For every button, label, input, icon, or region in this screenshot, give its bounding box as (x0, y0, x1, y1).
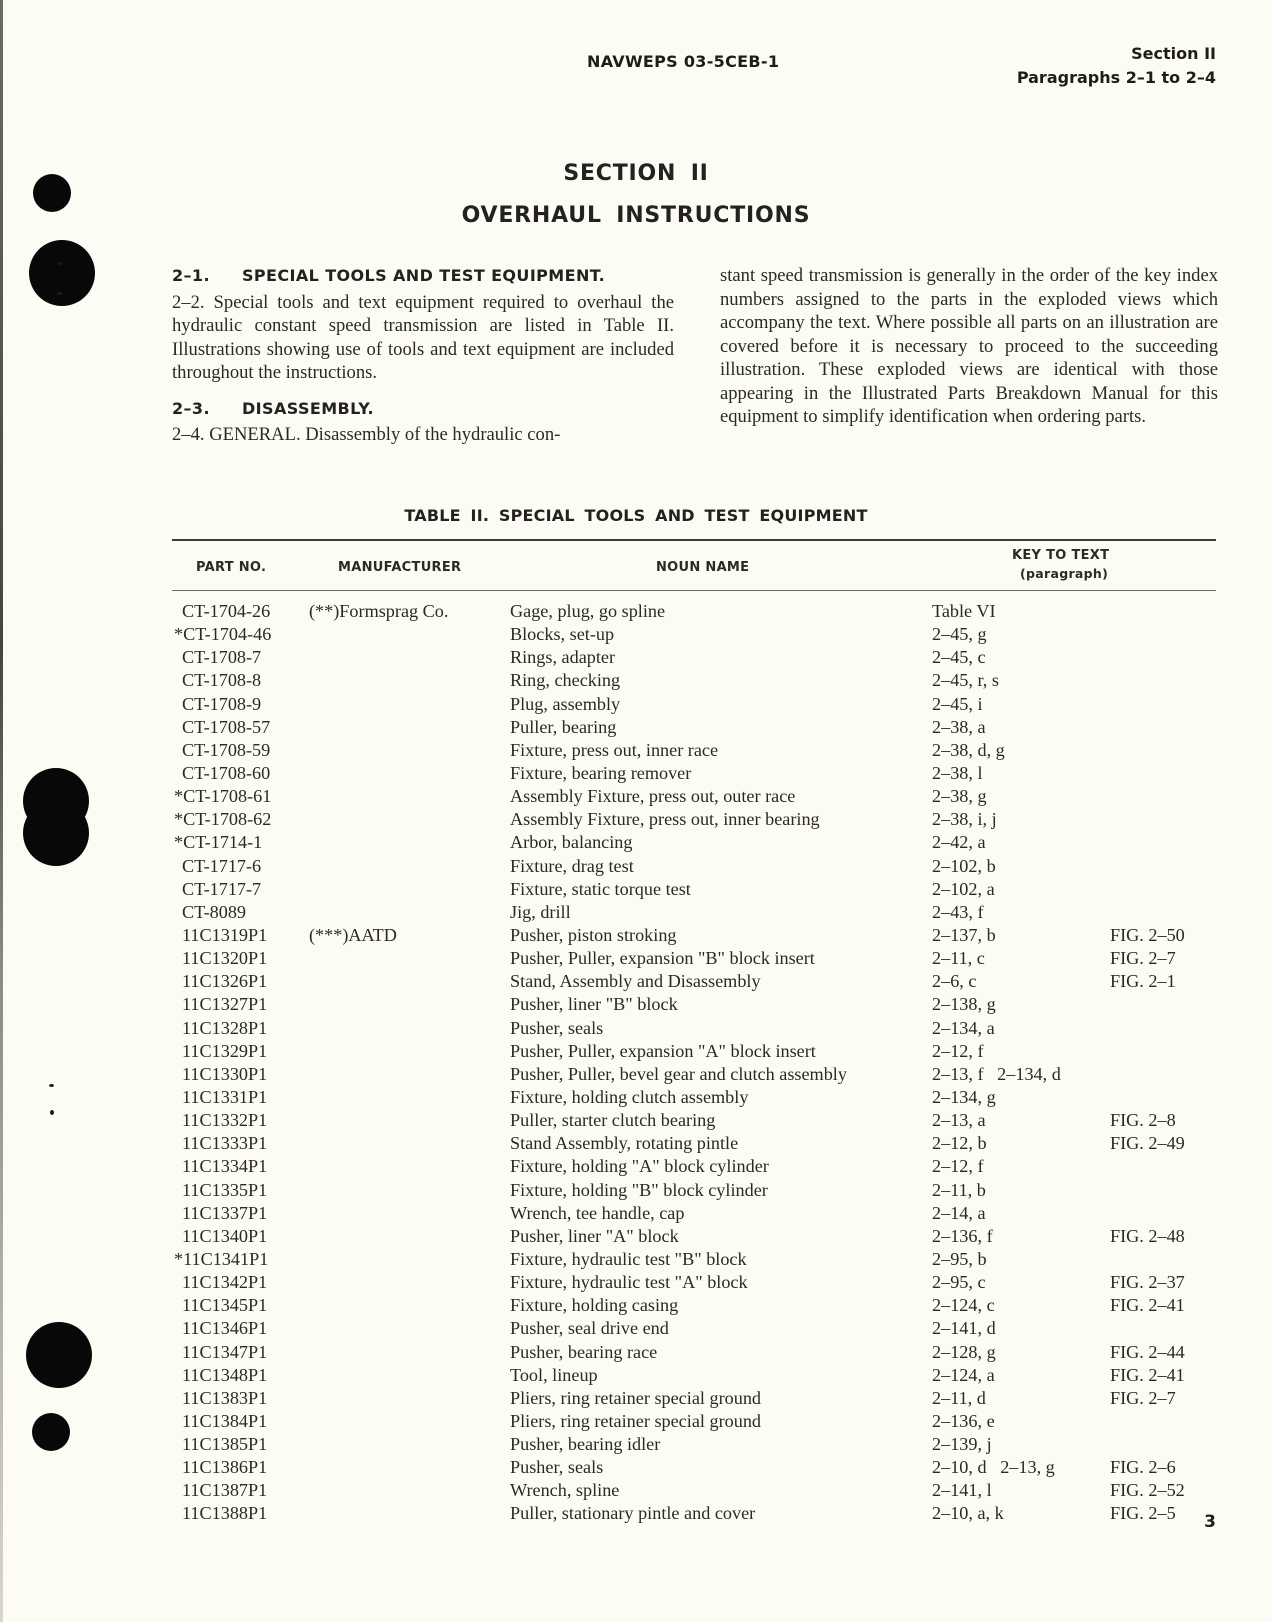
table-row (0, 1109, 1272, 1132)
noun-name-cell: Puller, bearing (510, 716, 617, 737)
part-number-cell: CT-1717-7 (182, 878, 262, 899)
table-row (0, 785, 1272, 808)
noun-name-cell: Fixture, holding clutch assembly (510, 1086, 749, 1107)
key-to-text-cell: 2–12, f (932, 1156, 984, 1177)
part-number-cell: CT-1708-9 (182, 693, 262, 714)
part-number-cell: 11C1335P1 (182, 1179, 268, 1200)
key-to-text-cell: 2–45, c (932, 647, 986, 668)
part-number-cell: 11C1319P1 (182, 924, 268, 945)
part-number-cell: *CT-1704-46 (174, 624, 272, 645)
part-number-cell: 11C1331P1 (182, 1086, 268, 1107)
key-to-text-cell: 2–134, a (932, 1017, 995, 1038)
noun-name-cell: Pusher, bearing race (510, 1341, 658, 1362)
key-to-text-cell: 2–43, f (932, 901, 984, 922)
table-row (0, 947, 1272, 970)
noun-name-cell: Tool, lineup (510, 1364, 598, 1385)
part-number-cell: CT-1708-7 (182, 647, 262, 668)
key-to-text-cell: 2–45, g (932, 624, 987, 645)
part-number-cell: CT-8089 (182, 901, 247, 922)
column-header-noun-name: NOUN NAME (656, 560, 750, 575)
key-to-text-cell: 2–12, f (932, 1040, 984, 1061)
key-to-text-cell: 2–137, b (932, 924, 996, 945)
table-header-rule (172, 590, 1216, 591)
noun-name-cell: Gage, plug, go spline (510, 601, 666, 621)
figure-ref-cell: FIG. 2–50 (1110, 924, 1185, 945)
table-row (0, 970, 1272, 993)
table-row (0, 1040, 1272, 1063)
table-row (0, 1017, 1272, 1040)
part-number-cell: CT-1708-8 (182, 670, 262, 691)
scan-speck (57, 292, 62, 295)
table-row (0, 1294, 1272, 1317)
noun-name-cell: Assembly Fixture, press out, outer race (510, 786, 796, 807)
key-to-text-cell: 2–95, b (932, 1248, 987, 1269)
part-number-cell: 11C1326P1 (182, 971, 268, 992)
table-row (0, 993, 1272, 1016)
key-to-text-cell: 2–124, a (932, 1364, 995, 1385)
part-number-cell: CT-1708-57 (182, 716, 271, 737)
part-number-cell: 11C1332P1 (182, 1110, 268, 1131)
noun-name-cell: Arbor, balancing (510, 832, 633, 853)
table-row (0, 1202, 1272, 1225)
noun-name-cell: Stand Assembly, rotating pintle (510, 1133, 739, 1154)
table-row (0, 600, 1272, 623)
table-row (0, 901, 1272, 924)
part-number-cell: *11C1341P1 (174, 1248, 269, 1269)
figure-ref-cell: FIG. 2–49 (1110, 1133, 1185, 1154)
key-to-text-cell: 2–128, g (932, 1341, 996, 1362)
key-to-text-cell: 2–42, a (932, 832, 986, 853)
table-row (0, 1479, 1272, 1502)
key-to-text-cell: 2–12, b (932, 1133, 987, 1154)
noun-name-cell: Fixture, hydraulic test "B" block (510, 1248, 747, 1269)
part-number-cell: 11C1330P1 (182, 1063, 268, 1084)
key-to-text-cell: 2–141, d (932, 1318, 996, 1339)
key-to-text-cell: 2–38, d, g (932, 739, 1005, 760)
figure-ref-cell: FIG. 2–52 (1110, 1480, 1185, 1501)
figure-ref-cell: FIG. 2–44 (1110, 1341, 1185, 1362)
table-body (0, 600, 1272, 1526)
part-number-cell: 11C1384P1 (182, 1410, 268, 1431)
heading-special-tools (172, 264, 674, 288)
figure-ref-cell: FIG. 2–41 (1110, 1295, 1185, 1316)
part-number-cell: CT-1717-6 (182, 855, 262, 876)
table-row (0, 716, 1272, 739)
heading-text: SPECIAL TOOLS AND TEST EQUIPMENT. (242, 266, 606, 285)
table-row (0, 1456, 1272, 1479)
table-row (0, 1433, 1272, 1456)
part-number-cell: 11C1347P1 (182, 1341, 268, 1362)
noun-name-cell: Wrench, spline (510, 1480, 620, 1501)
section-title: SECTION II (563, 161, 709, 186)
paragraph-2-4-continued: stant speed transmission is generally in the order of the key index numbers assigned to the parts in the exploded views which accompany the text. Where possible all parts on an illustration are covered before it is necessary to proceed to the succeeding illustration. These exploded views are identical with those appearing in the Illustrated Parts Breakdown Manual for this equipment to simplify identification when ordering parts. (720, 265, 1218, 427)
key-to-text-cell: 2–11, b (932, 1179, 986, 1200)
key-to-text-cell: 2–45, i (932, 693, 983, 714)
noun-name-cell: Rings, adapter (510, 647, 616, 668)
table-row (0, 693, 1272, 716)
table-row (0, 1248, 1272, 1271)
key-to-text-cell: 2–10, d 2–13, g (932, 1457, 1055, 1478)
noun-name-cell: Jig, drill (510, 901, 571, 922)
table-row (0, 762, 1272, 785)
part-number-cell: 11C1320P1 (182, 948, 268, 969)
key-to-text-cell: 2–134, g (932, 1086, 996, 1107)
noun-name-cell: Fixture, hydraulic test "A" block (510, 1272, 748, 1293)
key-to-text-cell: 2–10, a, k (932, 1503, 1004, 1524)
noun-name-cell: Fixture, holding "B" block cylinder (510, 1179, 768, 1200)
table-row (0, 1179, 1272, 1202)
part-number-cell: CT-1708-60 (182, 762, 271, 783)
noun-name-cell: Fixture, drag test (510, 855, 634, 876)
key-to-text-cell: 2–38, a (932, 716, 986, 737)
table-row (0, 1086, 1272, 1109)
table-row (0, 924, 1272, 947)
noun-name-cell: Pliers, ring retainer special ground (510, 1410, 762, 1431)
column-header-part-no: PART NO. (196, 560, 267, 575)
noun-name-cell: Wrench, tee handle, cap (510, 1202, 685, 1223)
table-row (0, 1271, 1272, 1294)
table-row (0, 1341, 1272, 1364)
key-to-text-cell: 2–14, a (932, 1202, 986, 1223)
page-number: 3 (1204, 1512, 1216, 1532)
key-to-text-cell: 2–95, c (932, 1272, 986, 1293)
paragraph-2-4-start: 2–4. GENERAL. Disassembly of the hydraulic con- (172, 424, 561, 445)
noun-name-cell: Pusher, Puller, expansion "A" block insert (510, 1040, 816, 1061)
key-to-text-cell: Table VI (932, 601, 996, 621)
column-header-key-paragraph: (paragraph) (1020, 566, 1109, 581)
key-to-text-cell: 2–139, j (932, 1434, 992, 1455)
noun-name-cell: Pusher, seal drive end (510, 1318, 669, 1339)
body-column-right (720, 264, 1218, 429)
noun-name-cell: Puller, stationary pintle and cover (510, 1503, 756, 1524)
table-row (0, 855, 1272, 878)
noun-name-cell: Pusher, Puller, expansion "B" block insert (510, 948, 815, 969)
figure-ref-cell: FIG. 2–41 (1110, 1364, 1185, 1385)
table-row (0, 1410, 1272, 1433)
table-row (0, 1155, 1272, 1178)
part-number-cell: 11C1348P1 (182, 1364, 268, 1385)
part-number-cell: 11C1387P1 (182, 1480, 268, 1501)
table-row (0, 669, 1272, 692)
figure-ref-cell: FIG. 2–7 (1110, 948, 1176, 969)
noun-name-cell: Puller, starter clutch bearing (510, 1110, 716, 1131)
noun-name-cell: Fixture, bearing remover (510, 762, 692, 783)
part-number-cell: 11C1328P1 (182, 1017, 268, 1038)
key-to-text-cell: 2–136, f (932, 1225, 993, 1246)
noun-name-cell: Pusher, seals (510, 1457, 604, 1478)
heading-number: 2–3. (172, 398, 210, 418)
part-number-cell: 11C1346P1 (182, 1318, 268, 1339)
table-row (0, 646, 1272, 669)
part-number-cell: 11C1388P1 (182, 1503, 268, 1524)
noun-name-cell: Fixture, press out, inner race (510, 739, 719, 760)
table-row (0, 808, 1272, 831)
body-column-left (172, 264, 674, 447)
key-to-text-cell: 2–136, e (932, 1410, 995, 1431)
key-to-text-cell: 2–141, l (932, 1480, 992, 1501)
part-number-cell: 11C1345P1 (182, 1295, 268, 1316)
table-row (0, 831, 1272, 854)
figure-ref-cell: FIG. 2–1 (1110, 971, 1176, 992)
figure-ref-cell: FIG. 2–7 (1110, 1387, 1176, 1408)
manufacturer-cell: (***)AATD (309, 924, 397, 945)
key-to-text-cell: 2–102, a (932, 878, 995, 899)
table-row (0, 1225, 1272, 1248)
noun-name-cell: Pusher, liner "A" block (510, 1225, 679, 1246)
part-number-cell: *CT-1708-62 (174, 809, 272, 830)
key-to-text-cell: 2–13, a (932, 1110, 986, 1131)
table-row (0, 1364, 1272, 1387)
figure-ref-cell: FIG. 2–6 (1110, 1457, 1176, 1478)
key-to-text-cell: 2–11, c (932, 948, 985, 969)
table-row (0, 739, 1272, 762)
part-number-cell: 11C1327P1 (182, 994, 268, 1015)
part-number-cell: 11C1334P1 (182, 1156, 268, 1177)
noun-name-cell: Pusher, piston stroking (510, 924, 677, 945)
noun-name-cell: Stand, Assembly and Disassembly (510, 971, 761, 992)
part-number-cell: CT-1704-26 (182, 601, 271, 621)
column-header-manufacturer: MANUFACTURER (338, 560, 462, 575)
table-row (0, 1502, 1272, 1525)
noun-name-cell: Fixture, static torque test (510, 878, 691, 899)
part-number-cell: 11C1329P1 (182, 1040, 268, 1061)
punch-hole (29, 240, 95, 306)
section-label: Section II (1131, 44, 1216, 63)
table-top-rule (172, 539, 1216, 541)
noun-name-cell: Assembly Fixture, press out, inner bearing (510, 809, 820, 830)
paragraph-2-2: 2–2. Special tools and text equipment required to overhaul the hydraulic constant speed transmission are listed in Table II. Illustrations showing use of tools and text equipment are included throughout the instructions. (172, 291, 674, 383)
part-number-cell: 11C1342P1 (182, 1272, 268, 1293)
noun-name-cell: Pusher, seals (510, 1017, 604, 1038)
noun-name-cell: Ring, checking (510, 670, 621, 691)
heading-text: DISASSEMBLY. (242, 398, 375, 418)
table-row (0, 623, 1272, 646)
key-to-text-cell: 2–38, g (932, 786, 987, 807)
noun-name-cell: Blocks, set-up (510, 624, 615, 645)
table-row (0, 1132, 1272, 1155)
table-row (0, 1387, 1272, 1410)
manufacturer-cell: (**)Formsprag Co. (309, 601, 449, 621)
part-number-cell: 11C1383P1 (182, 1387, 268, 1408)
running-header (1017, 42, 1216, 90)
noun-name-cell: Pliers, ring retainer special ground (510, 1387, 762, 1408)
paragraph-range: Paragraphs 2–1 to 2–4 (1016, 68, 1216, 87)
key-to-text-cell: 2–38, l (932, 762, 983, 783)
noun-name-cell: Fixture, holding "A" block cylinder (510, 1156, 769, 1177)
figure-ref-cell: FIG. 2–48 (1110, 1225, 1185, 1246)
key-to-text-cell: 2–6, c (932, 971, 977, 992)
noun-name-cell: Plug, assembly (510, 693, 621, 714)
part-number-cell: 11C1340P1 (182, 1225, 268, 1246)
part-number-cell: 11C1386P1 (182, 1457, 268, 1478)
heading-disassembly (172, 397, 674, 421)
key-to-text-cell: 2–138, g (932, 994, 996, 1015)
part-number-cell: 11C1333P1 (182, 1133, 268, 1154)
noun-name-cell: Fixture, holding casing (510, 1295, 679, 1316)
part-number-cell: 11C1337P1 (182, 1202, 268, 1223)
figure-ref-cell: FIG. 2–5 (1110, 1503, 1176, 1524)
noun-name-cell: Pusher, Puller, bevel gear and clutch assembly (510, 1063, 847, 1084)
figure-ref-cell: FIG. 2–8 (1110, 1110, 1176, 1131)
figure-ref-cell: FIG. 2–37 (1110, 1272, 1185, 1293)
noun-name-cell: Pusher, liner "B" block (510, 994, 678, 1015)
column-header-key-to-text: KEY TO TEXT (1012, 548, 1110, 563)
key-to-text-cell: 2–13, f 2–134, d (932, 1063, 1061, 1084)
part-number-cell: *CT-1714-1 (174, 832, 263, 853)
document-id: NAVWEPS 03-5CEB-1 (587, 52, 780, 71)
part-number-cell: 11C1385P1 (182, 1434, 268, 1455)
heading-number: 2–1. (172, 266, 210, 285)
section-subtitle: OVERHAUL INSTRUCTIONS (461, 203, 811, 228)
table-title: TABLE II. SPECIAL TOOLS AND TEST EQUIPMENT (404, 506, 868, 525)
noun-name-cell: Pusher, bearing idler (510, 1434, 661, 1455)
key-to-text-cell: 2–11, d (932, 1387, 986, 1408)
table-row (0, 1063, 1272, 1086)
part-number-cell: CT-1708-59 (182, 739, 271, 760)
table-row (0, 878, 1272, 901)
key-to-text-cell: 2–102, b (932, 855, 996, 876)
key-to-text-cell: 2–38, i, j (932, 809, 997, 830)
table-row (0, 1317, 1272, 1340)
scan-speck (58, 262, 63, 265)
part-number-cell: *CT-1708-61 (174, 786, 272, 807)
key-to-text-cell: 2–45, r, s (932, 670, 999, 691)
key-to-text-cell: 2–124, c (932, 1295, 995, 1316)
